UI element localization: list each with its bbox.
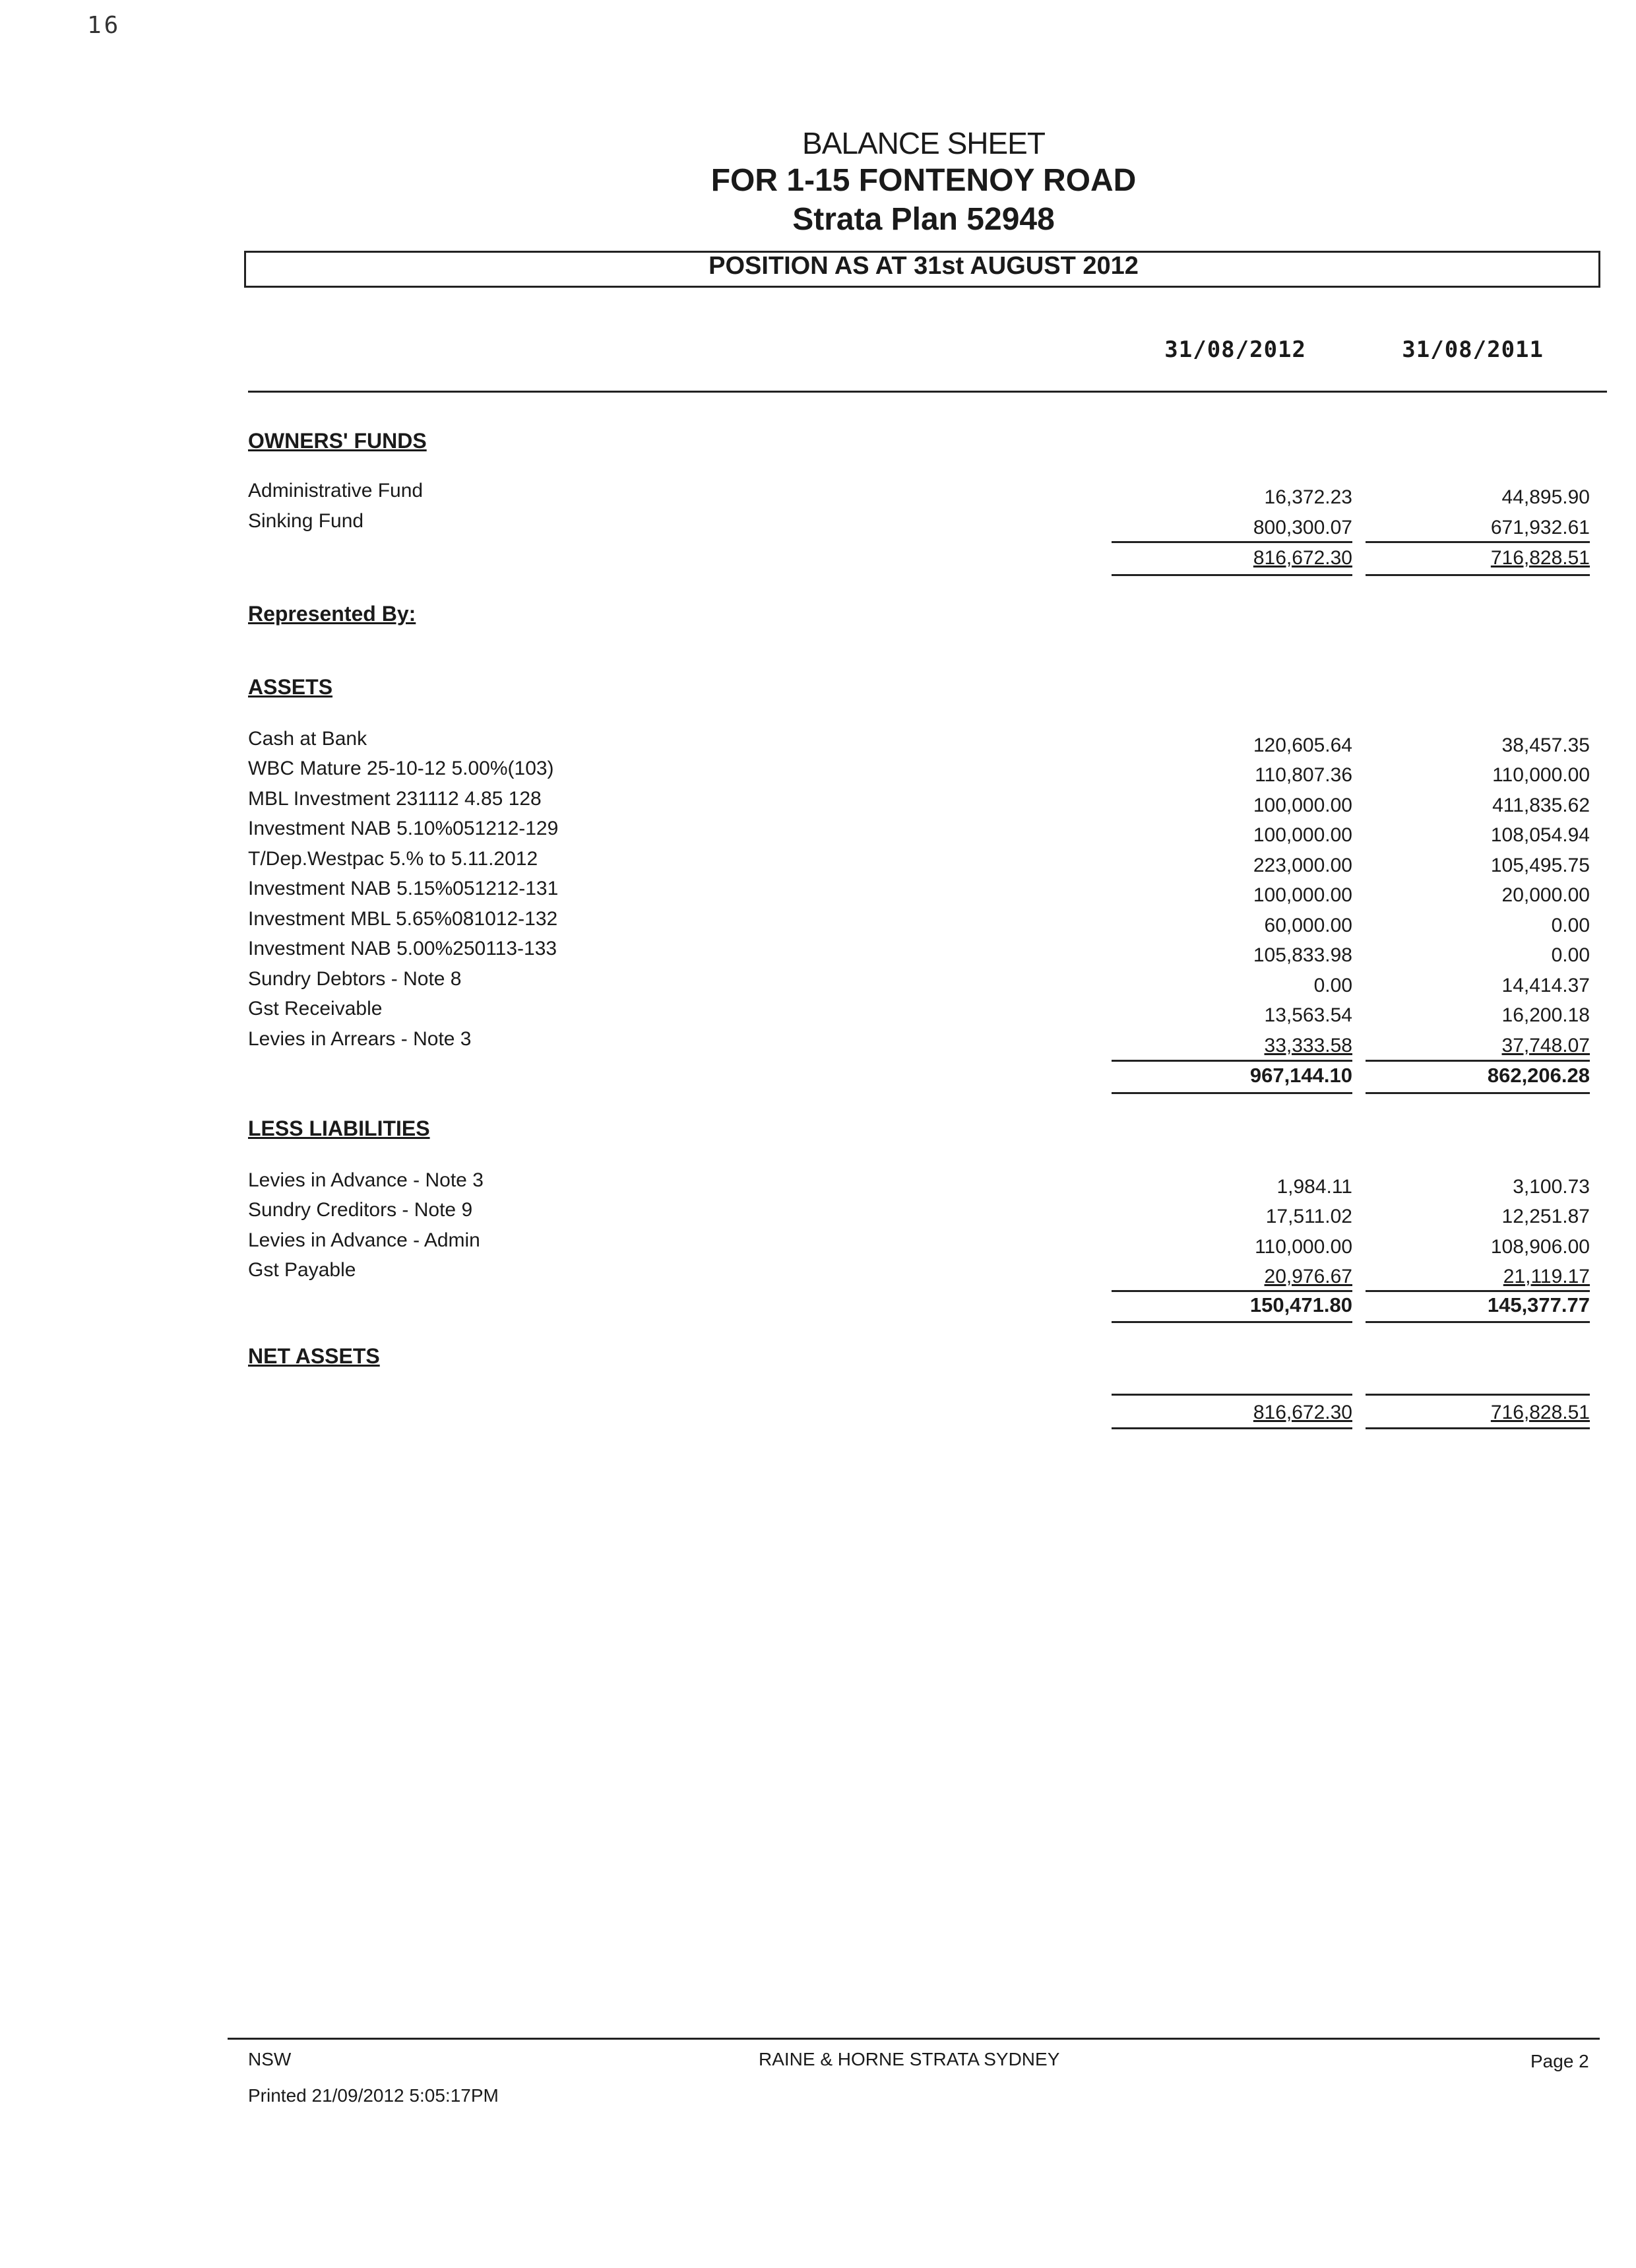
assets-total-2012: 967,144.10 xyxy=(1249,1064,1352,1087)
page-number: 16 xyxy=(87,12,121,39)
asset-value-2012: 110,807.36 xyxy=(1255,764,1352,786)
asset-value-2011: 37,748.07 xyxy=(1501,1035,1590,1056)
total-rule xyxy=(1366,574,1590,576)
owners-funds-heading: OWNERS' FUNDS xyxy=(248,429,427,453)
asset-value-2011: 20,000.00 xyxy=(1501,884,1590,906)
asset-value-2011: 105,495.75 xyxy=(1490,855,1590,876)
liability-value-2012: 20,976.67 xyxy=(1264,1266,1352,1287)
asset-value-2011: 0.00 xyxy=(1551,915,1590,936)
total-rule xyxy=(1112,574,1352,576)
column-header-2012: 31/08/2012 xyxy=(1164,337,1306,363)
liability-value-2011: 12,251.87 xyxy=(1501,1206,1590,1227)
liability-label: Gst Payable xyxy=(248,1259,356,1281)
owners-funds-total-2012: 816,672.30 xyxy=(1253,547,1352,569)
total-rule xyxy=(1366,1321,1590,1323)
owners-funds-total-2011: 716,828.51 xyxy=(1490,547,1590,569)
total-rule xyxy=(1112,1092,1352,1094)
value-2011: 671,932.61 xyxy=(1490,517,1590,538)
liability-value-2012: 17,511.02 xyxy=(1265,1206,1352,1227)
subtotal-rule xyxy=(1112,1290,1352,1292)
asset-value-2012: 120,605.64 xyxy=(1253,734,1352,756)
position-date: POSITION AS AT 31st AUGUST 2012 xyxy=(708,252,1139,280)
liabilities-total-2011: 145,377.77 xyxy=(1487,1293,1590,1316)
asset-value-2012: 33,333.58 xyxy=(1264,1035,1352,1056)
subtotal-rule xyxy=(1366,1060,1590,1062)
asset-label: Gst Receivable xyxy=(248,998,383,1020)
footer-printed: Printed 21/09/2012 5:05:17PM xyxy=(248,2085,499,2106)
asset-value-2011: 16,200.18 xyxy=(1501,1004,1590,1026)
column-header-2011: 31/08/2011 xyxy=(1402,337,1544,363)
asset-value-2011: 38,457.35 xyxy=(1501,734,1590,756)
asset-value-2012: 13,563.54 xyxy=(1264,1004,1352,1026)
document-title: BALANCE SHEET xyxy=(802,126,1045,160)
asset-label: Investment MBL 5.65%081012-132 xyxy=(248,908,558,930)
subtotal-rule xyxy=(1366,1394,1590,1396)
net-assets-total-2012: 816,672.30 xyxy=(1253,1402,1352,1423)
asset-value-2012: 0.00 xyxy=(1313,975,1352,996)
total-rule xyxy=(1366,1427,1590,1429)
asset-value-2012: 105,833.98 xyxy=(1253,944,1352,966)
asset-label: WBC Mature 25-10-12 5.00%(103) xyxy=(248,758,554,779)
liability-value-2012: 1,984.11 xyxy=(1276,1176,1352,1198)
asset-value-2011: 108,054.94 xyxy=(1490,824,1590,846)
asset-label: Investment NAB 5.00%250113-133 xyxy=(248,938,557,959)
strata-plan: Strata Plan 52948 xyxy=(792,202,1055,237)
footer-divider xyxy=(228,2038,1600,2040)
footer-company: RAINE & HORNE STRATA SYDNEY xyxy=(759,2049,1060,2069)
asset-value-2011: 411,835.62 xyxy=(1492,794,1590,816)
asset-value-2012: 60,000.00 xyxy=(1264,915,1352,936)
asset-label: Sundry Debtors - Note 8 xyxy=(248,968,462,990)
asset-label: Cash at Bank xyxy=(248,728,367,750)
value-2011: 44,895.90 xyxy=(1501,486,1590,508)
subtotal-rule xyxy=(1112,541,1352,543)
asset-label: Levies in Arrears - Note 3 xyxy=(248,1028,472,1050)
row-label: Sinking Fund xyxy=(248,510,364,532)
liabilities-total-2012: 150,471.80 xyxy=(1249,1293,1352,1316)
asset-value-2011: 14,414.37 xyxy=(1501,975,1590,996)
asset-label: Investment NAB 5.10%051212-129 xyxy=(248,818,559,839)
liability-value-2012: 110,000.00 xyxy=(1255,1236,1352,1258)
assets-total-2011: 862,206.28 xyxy=(1487,1064,1590,1087)
asset-label: Investment NAB 5.15%051212-131 xyxy=(248,878,559,899)
asset-value-2012: 100,000.00 xyxy=(1253,824,1352,846)
asset-value-2011: 0.00 xyxy=(1551,944,1590,966)
subtotal-rule xyxy=(1366,541,1590,543)
header-divider xyxy=(248,391,1607,393)
asset-value-2012: 100,000.00 xyxy=(1253,884,1352,906)
assets-heading: ASSETS xyxy=(248,675,333,699)
represented-by-heading: Represented By: xyxy=(248,602,416,626)
liability-value-2011: 21,119.17 xyxy=(1503,1266,1590,1287)
subtotal-rule xyxy=(1112,1060,1352,1062)
subtotal-rule xyxy=(1366,1290,1590,1292)
liability-label: Levies in Advance - Admin xyxy=(248,1229,480,1251)
asset-value-2011: 110,000.00 xyxy=(1492,764,1590,786)
liability-value-2011: 108,906.00 xyxy=(1490,1236,1590,1258)
liability-label: Levies in Advance - Note 3 xyxy=(248,1169,484,1191)
liability-value-2011: 3,100.73 xyxy=(1513,1176,1590,1198)
net-assets-total-2011: 716,828.51 xyxy=(1490,1402,1590,1423)
footer-state: NSW xyxy=(248,2049,292,2069)
subtotal-rule xyxy=(1112,1394,1352,1396)
net-assets-heading: NET ASSETS xyxy=(248,1344,380,1368)
total-rule xyxy=(1112,1321,1352,1323)
value-2012: 800,300.07 xyxy=(1253,517,1352,538)
asset-value-2012: 223,000.00 xyxy=(1253,855,1352,876)
value-2012: 16,372.23 xyxy=(1264,486,1352,508)
asset-label: T/Dep.Westpac 5.% to 5.11.2012 xyxy=(248,848,538,870)
asset-label: MBL Investment 231112 4.85 128 xyxy=(248,788,542,810)
total-rule xyxy=(1112,1427,1352,1429)
total-rule xyxy=(1366,1092,1590,1094)
footer-page: Page 2 xyxy=(1530,2051,1589,2071)
row-label: Administrative Fund xyxy=(248,480,424,502)
property-name: FOR 1-15 FONTENOY ROAD xyxy=(710,163,1137,198)
liabilities-heading: LESS LIABILITIES xyxy=(248,1117,430,1140)
liability-label: Sundry Creditors - Note 9 xyxy=(248,1199,473,1221)
asset-value-2012: 100,000.00 xyxy=(1253,794,1352,816)
